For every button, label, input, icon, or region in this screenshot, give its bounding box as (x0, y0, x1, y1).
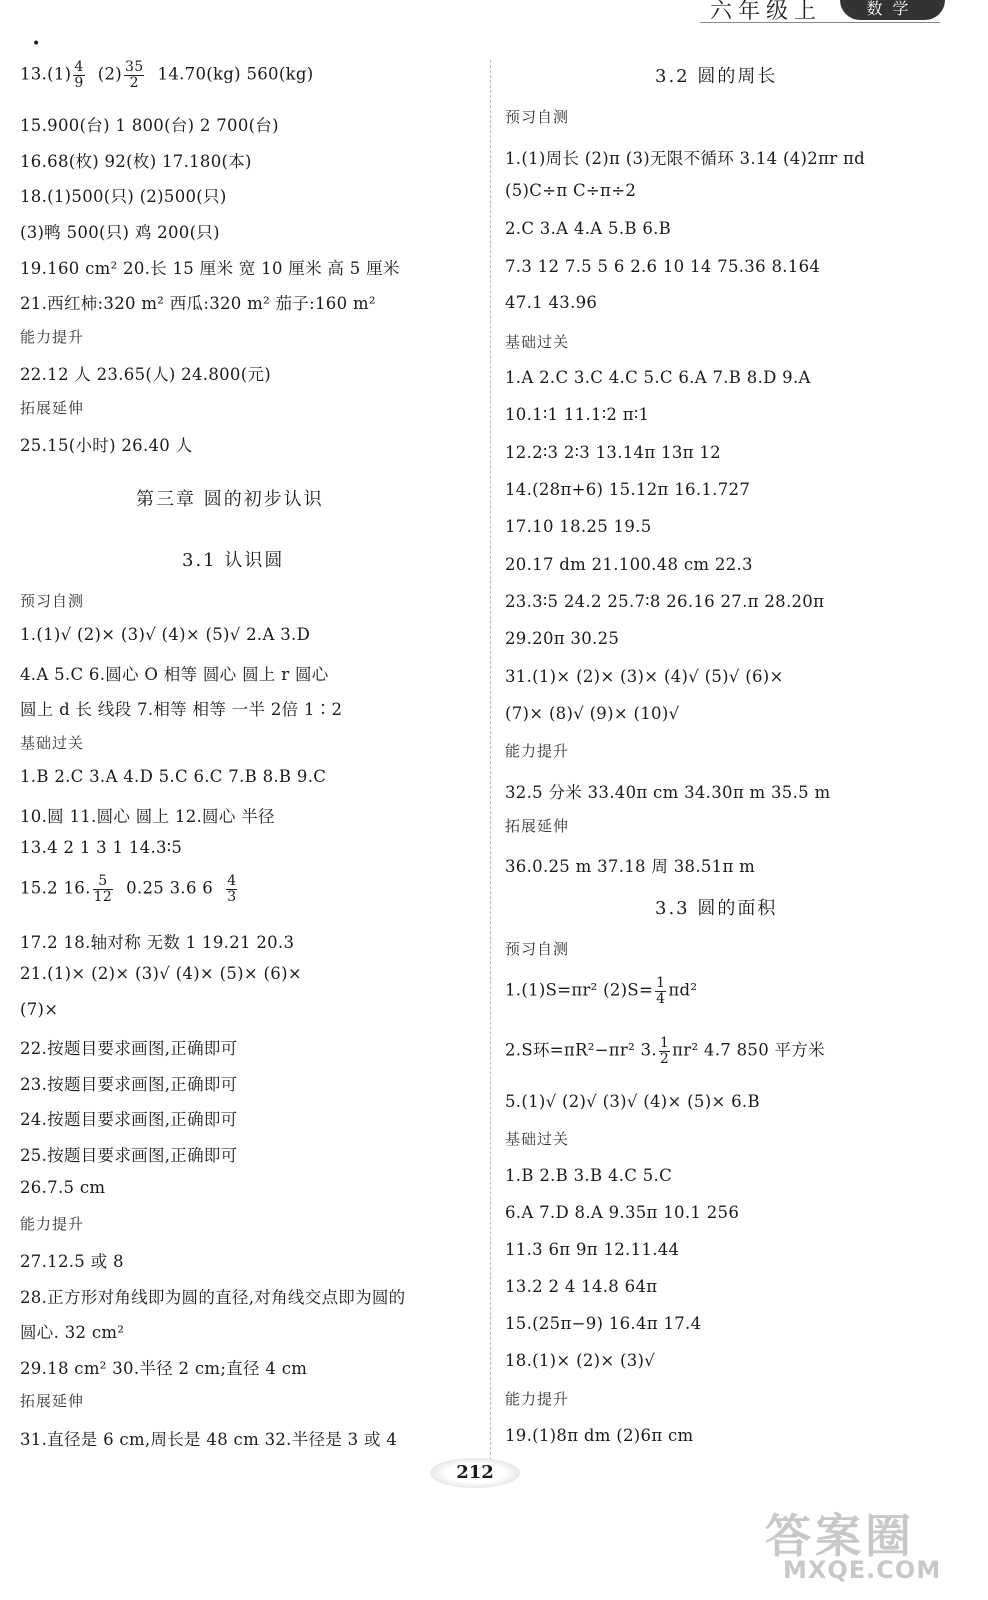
column-divider (490, 60, 491, 1480)
answer-line-q1: 1.A 2.C 3.C 4.C 5.C 6.A 7.B 8.D 9.A (505, 368, 811, 387)
answer-line-b24: 24.按题目要求画图,正确即可 (20, 1110, 238, 1129)
answer-line-t19: 19.(1)8π dm (2)6π cm (505, 1426, 694, 1445)
header-rule (700, 22, 940, 23)
section-label: 拓展延伸 (20, 399, 85, 417)
section-label: 能力提升 (505, 742, 570, 760)
fraction-denominator: 12 (93, 888, 113, 905)
answer-line-r1b: (5)C÷π C÷π÷2 (505, 181, 637, 200)
answer-p1-part1: 1.(1)S=πr² (2)S= (505, 980, 654, 1000)
answer-line-18b: (3)鸭 500(只) 鸡 200(只) (20, 223, 220, 242)
answer-line-q31b: (7)× (8)√ (9)× (10)√ (505, 704, 680, 723)
answer-line-b15 (20, 874, 239, 904)
page-header (700, 0, 960, 22)
answer-line-r7: 7.3 12 7.5 5 6 2.6 10 14 75.36 8.164 (505, 257, 821, 276)
answer-line-r1: 1.(1)周长 (2)π (3)无限不循环 3.14 (4)2πr πd (505, 149, 865, 168)
answer-line-b23: 23.按题目要求画图,正确即可 (20, 1075, 238, 1094)
fraction-4-3 (226, 874, 237, 904)
fraction-5-12 (93, 874, 113, 904)
answer-p2-part2: πr² 4.7 850 平方米 (672, 1040, 825, 1060)
watermark-logo-text: 答案圈 (765, 1509, 915, 1563)
watermark-url: MXQE.COM (783, 1556, 942, 1584)
answer-line-p1 (505, 976, 697, 1006)
section-label: 预习自测 (505, 940, 570, 958)
answer-line-c31: 31.直径是 6 cm,周长是 48 cm 32.半径是 3 或 4 (20, 1430, 398, 1449)
fraction-1-4 (655, 976, 666, 1006)
fraction-numerator: 4 (227, 873, 237, 889)
answer-line-18: 18.(1)500(只) (2)500(只) (20, 187, 227, 206)
answer-line-r7b: 47.1 43.96 (505, 293, 598, 312)
fraction-denominator: 9 (74, 74, 84, 91)
answer-line-t1: 1.B 2.B 3.B 4.C 5.C (505, 1166, 673, 1185)
answer-line-19: 19.160 cm² 20.长 15 厘米 宽 10 厘米 高 5 厘米 (20, 259, 400, 278)
answer-line-q17: 17.10 18.25 19.5 (505, 517, 652, 536)
fraction-35-2 (124, 60, 144, 90)
answer-line-q23: 23.3∶5 24.2 25.7∶8 26.16 27.π 28.20π (505, 592, 825, 611)
section-label: 能力提升 (20, 1215, 85, 1233)
answer-13-part1: 13.(1) (20, 64, 72, 84)
answer-line-13 (20, 60, 313, 90)
chapter-title: 第三章 圆的初步认识 (136, 489, 324, 510)
answer-line-t18: 18.(1)× (2)× (3)√ (505, 1351, 656, 1370)
fraction-numerator: 4 (74, 59, 84, 75)
section-label: 基础过关 (505, 1130, 570, 1148)
answer-line-q32: 32.5 分米 33.40π cm 34.30π m 35.5 m (505, 783, 831, 802)
answer-line-21: 21.西红柿:320 m² 西瓜:320 m² 茄子:160 m² (20, 294, 376, 313)
fraction-denominator: 2 (129, 74, 139, 91)
section-title-3-1: 3.1 认识圆 (182, 550, 285, 571)
answer-line-4: 4.A 5.C 6.圆心 O 相等 圆心 圆上 r 圆心 (20, 665, 329, 684)
section-label: 基础过关 (20, 734, 85, 752)
answer-line-c28b: 圆心. 32 cm² (20, 1323, 125, 1342)
answer-line-22: 22.12 人 23.65(人) 24.800(元) (20, 365, 271, 384)
answer-line-b17: 17.2 18.轴对称 无数 1 19.21 20.3 (20, 933, 295, 952)
answer-line-c27: 27.12.5 或 8 (20, 1252, 124, 1271)
page-number: 212 (430, 1458, 520, 1488)
section-label: 能力提升 (505, 1390, 570, 1408)
answer-line-p2 (505, 1036, 825, 1066)
fraction-numerator: 1 (656, 975, 666, 991)
answer-line-b10: 10.圆 11.圆心 圆上 12.圆心 半径 (20, 807, 275, 826)
section-label: 拓展延伸 (20, 1392, 85, 1410)
fraction-denominator: 4 (656, 990, 666, 1007)
answer-line-q29: 29.20π 30.25 (505, 629, 620, 648)
fraction-1-2 (659, 1036, 670, 1066)
answer-line-q31: 31.(1)× (2)× (3)× (4)√ (5)√ (6)× (505, 667, 784, 686)
answer-line-t15: 15.(25π−9) 16.4π 17.4 (505, 1314, 702, 1333)
section-label: 能力提升 (20, 328, 85, 346)
answer-line-c28: 28.正方形对角线即为圆的直径,对角线交点即为圆的 (20, 1288, 406, 1307)
answer-line-q36: 36.0.25 m 37.18 周 38.51π m (505, 857, 756, 876)
answer-line-b1: 1.B 2.C 3.A 4.D 5.C 6.C 7.B 8.B 9.C (20, 767, 327, 786)
answer-line-4b: 圆上 d 长 线段 7.相等 相等 一半 2倍 1∶2 (20, 700, 343, 719)
answer-line-b13: 13.4 2 1 3 1 14.3∶5 (20, 838, 183, 857)
answer-line-q12: 12.2∶3 2∶3 13.14π 13π 12 (505, 443, 721, 462)
answer-15-part1: 15.2 16. (20, 878, 91, 898)
answer-line-q10: 10.1∶1 11.1∶2 π∶1 (505, 405, 650, 424)
answer-15-part2: 0.25 3.6 6 (126, 878, 214, 898)
fraction-denominator: 3 (227, 888, 237, 905)
answer-line-b26: 26.7.5 cm (20, 1178, 106, 1197)
answer-line-r2: 2.C 3.A 4.A 5.B 6.B (505, 219, 672, 238)
fraction-denominator: 2 (659, 1050, 670, 1067)
header-grade: 六年级上 (710, 0, 823, 24)
answer-line-b22: 22.按题目要求画图,正确即可 (20, 1039, 238, 1058)
answer-line-p5: 5.(1)√ (2)√ (3)√ (4)× (5)× 6.B (505, 1092, 760, 1111)
answer-line-25: 25.15(小时) 26.40 人 (20, 436, 193, 455)
section-label: 基础过关 (505, 333, 570, 351)
answer-line-q20: 20.17 dm 21.100.48 cm 22.3 (505, 555, 753, 574)
answer-p1-part2: πd² (668, 980, 698, 1000)
answer-line-t11: 11.3 6π 9π 12.11.44 (505, 1240, 680, 1259)
answer-line-b25: 25.按题目要求画图,正确即可 (20, 1146, 238, 1165)
section-label: 拓展延伸 (505, 817, 570, 835)
answer-line-15: 15.900(台) 1 800(台) 2 700(台) (20, 116, 279, 135)
section-title-3-2: 3.2 圆的周长 (655, 66, 778, 87)
answer-line-t6: 6.A 7.D 8.A 9.35π 10.1 256 (505, 1203, 740, 1222)
stray-dot: • (32, 36, 41, 52)
answer-line-b21b: (7)× (20, 1000, 59, 1019)
answer-line-b21: 21.(1)× (2)× (3)√ (4)× (5)× (6)× (20, 964, 302, 983)
answer-line-c29: 29.18 cm² 30.半径 2 cm;直径 4 cm (20, 1359, 308, 1378)
fraction-4-9 (73, 60, 84, 90)
fraction-numerator: 35 (125, 59, 144, 75)
answer-13-part2: (2) (97, 64, 123, 84)
answer-13-part3: 14.70(kg) 560(kg) (157, 64, 314, 84)
watermark (755, 1500, 975, 1590)
fraction-numerator: 5 (93, 874, 113, 890)
answer-line-q14: 14.(28π+6) 15.12π 16.1.727 (505, 480, 751, 499)
section-title-3-3: 3.3 圆的面积 (655, 898, 778, 919)
section-label: 预习自测 (20, 592, 85, 610)
fraction-numerator: 1 (659, 1035, 670, 1051)
answer-line-1: 1.(1)√ (2)× (3)√ (4)× (5)√ 2.A 3.D (20, 625, 311, 644)
answer-line-16: 16.68(枚) 92(枚) 17.180(本) (20, 152, 252, 171)
section-label: 预习自测 (505, 108, 570, 126)
answer-line-t13: 13.2 2 4 14.8 64π (505, 1277, 658, 1296)
header-subject-badge: 数学 (840, 0, 945, 20)
answer-p2-part1: 2.S环=πR²−πr² 3. (505, 1040, 657, 1060)
